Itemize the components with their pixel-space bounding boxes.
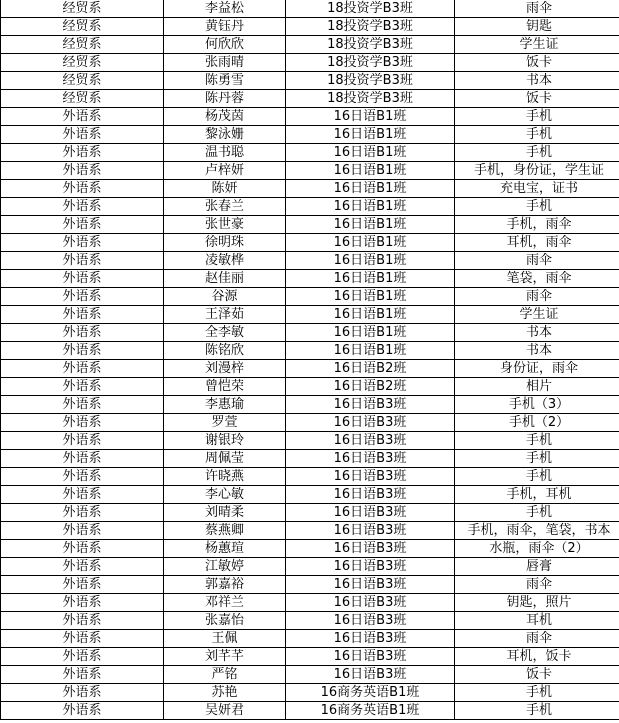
table-row (1, 198, 619, 216)
cell-class[interactable]: 16日语B3班 (286, 594, 455, 612)
cell-student-name[interactable]: 蔡燕卿 (164, 522, 286, 540)
cell-department[interactable]: 外语系 (1, 378, 164, 396)
cell-lost-item[interactable]: 书本 (455, 324, 619, 342)
cell-lost-item[interactable]: 耳机 (455, 612, 619, 630)
cell-department[interactable]: 外语系 (1, 234, 164, 252)
table-row (1, 414, 619, 432)
cell-student-name[interactable]: 李益松 (164, 0, 286, 18)
cell-department[interactable]: 外语系 (1, 342, 164, 360)
cell-class[interactable]: 16日语B3班 (286, 648, 455, 666)
cell-lost-item[interactable]: 充电宝，证书 (455, 180, 619, 198)
cell-department[interactable]: 经贸系 (1, 90, 164, 108)
table-row (1, 522, 619, 540)
cell-class[interactable]: 16日语B3班 (286, 414, 455, 432)
cell-student-name[interactable]: 温书聪 (164, 144, 286, 162)
table-body (1, 0, 619, 720)
cell-department[interactable]: 外语系 (1, 576, 164, 594)
cell-class[interactable]: 16日语B3班 (286, 558, 455, 576)
cell-lost-item[interactable]: 手机 (455, 702, 619, 720)
cell-student-name[interactable]: 黄钰丹 (164, 18, 286, 36)
table-row (1, 216, 619, 234)
table-row (1, 126, 619, 144)
cell-class[interactable]: 16日语B3班 (286, 576, 455, 594)
cell-department[interactable]: 外语系 (1, 630, 164, 648)
cell-lost-item[interactable]: 雨伞 (455, 252, 619, 270)
table-row (1, 72, 619, 90)
cell-student-name[interactable]: 苏艳 (164, 684, 286, 702)
cell-class[interactable]: 16日语B1班 (286, 342, 455, 360)
cell-lost-item[interactable]: 手机，耳机 (455, 486, 619, 504)
cell-department[interactable]: 外语系 (1, 450, 164, 468)
table-row (1, 288, 619, 306)
cell-department[interactable]: 外语系 (1, 486, 164, 504)
cell-department[interactable]: 外语系 (1, 684, 164, 702)
table-row (1, 396, 619, 414)
cell-lost-item[interactable]: 手机 (455, 468, 619, 486)
cell-lost-item[interactable]: 手机 (455, 198, 619, 216)
cell-lost-item[interactable]: 手机，身份证，学生证 (455, 162, 619, 180)
cell-class[interactable]: 16日语B1班 (286, 180, 455, 198)
cell-lost-item[interactable]: 水瓶，雨伞（2） (455, 540, 619, 558)
table-row (1, 144, 619, 162)
cell-class[interactable]: 18投资学B3班 (286, 90, 455, 108)
table-row (1, 18, 619, 36)
cell-lost-item[interactable]: 手机，雨伞，笔袋，书本 (455, 522, 619, 540)
cell-student-name[interactable]: 王佩 (164, 630, 286, 648)
table-row (1, 684, 619, 702)
cell-department[interactable]: 外语系 (1, 216, 164, 234)
cell-student-name[interactable]: 张春兰 (164, 198, 286, 216)
cell-class[interactable]: 16日语B3班 (286, 432, 455, 450)
cell-student-name[interactable]: 陈妍 (164, 180, 286, 198)
cell-department[interactable]: 经贸系 (1, 0, 164, 18)
cell-lost-item[interactable]: 雨伞 (455, 576, 619, 594)
cell-lost-item[interactable]: 身份证，雨伞 (455, 360, 619, 378)
cell-student-name[interactable]: 郭嘉裕 (164, 576, 286, 594)
cell-department[interactable]: 外语系 (1, 180, 164, 198)
cell-student-name[interactable]: 张世豪 (164, 216, 286, 234)
cell-student-name[interactable]: 曾恺荣 (164, 378, 286, 396)
table-row (1, 540, 619, 558)
table-row (1, 306, 619, 324)
cell-department[interactable]: 外语系 (1, 648, 164, 666)
cell-lost-item[interactable]: 雨伞 (455, 0, 619, 18)
cell-lost-item[interactable]: 雨伞 (455, 630, 619, 648)
cell-student-name[interactable]: 李心敏 (164, 486, 286, 504)
cell-lost-item[interactable]: 相片 (455, 378, 619, 396)
cell-class[interactable]: 16日语B1班 (286, 216, 455, 234)
cell-class[interactable]: 16日语B3班 (286, 522, 455, 540)
cell-class[interactable]: 16日语B3班 (286, 630, 455, 648)
cell-department[interactable]: 外语系 (1, 162, 164, 180)
cell-department[interactable]: 外语系 (1, 666, 164, 684)
cell-department[interactable]: 外语系 (1, 288, 164, 306)
cell-student-name[interactable]: 许晓燕 (164, 468, 286, 486)
cell-lost-item[interactable]: 手机 (455, 126, 619, 144)
cell-class[interactable]: 18投资学B3班 (286, 18, 455, 36)
cell-lost-item[interactable]: 手机 (455, 432, 619, 450)
table-row (1, 468, 619, 486)
cell-student-name[interactable]: 陈丹蓉 (164, 90, 286, 108)
cell-department[interactable]: 经贸系 (1, 18, 164, 36)
table-row (1, 648, 619, 666)
cell-class[interactable]: 16日语B2班 (286, 378, 455, 396)
cell-student-name[interactable]: 全李敏 (164, 324, 286, 342)
cell-department[interactable]: 外语系 (1, 396, 164, 414)
cell-lost-item[interactable]: 手机 (455, 684, 619, 702)
cell-student-name[interactable]: 张雨晴 (164, 54, 286, 72)
cell-class[interactable]: 16日语B1班 (286, 198, 455, 216)
cell-student-name[interactable]: 王泽茹 (164, 306, 286, 324)
table-row (1, 450, 619, 468)
cell-student-name[interactable]: 刘漫梓 (164, 360, 286, 378)
cell-department[interactable]: 外语系 (1, 522, 164, 540)
cell-lost-item[interactable]: 手机 (455, 144, 619, 162)
table-row (1, 504, 619, 522)
cell-department[interactable]: 外语系 (1, 540, 164, 558)
cell-student-name[interactable]: 吴妍君 (164, 702, 286, 720)
table-row (1, 162, 619, 180)
table-row (1, 36, 619, 54)
cell-student-name[interactable]: 谢银玲 (164, 432, 286, 450)
cell-department[interactable]: 外语系 (1, 360, 164, 378)
cell-student-name[interactable]: 凌敏桦 (164, 252, 286, 270)
cell-department[interactable]: 外语系 (1, 144, 164, 162)
cell-lost-item[interactable]: 书本 (455, 72, 619, 90)
table-row (1, 630, 619, 648)
cell-class[interactable]: 16日语B2班 (286, 360, 455, 378)
cell-student-name[interactable]: 徐明珠 (164, 234, 286, 252)
cell-lost-item[interactable]: 手机 (455, 450, 619, 468)
cell-department[interactable]: 外语系 (1, 108, 164, 126)
table-row (1, 180, 619, 198)
cell-class[interactable]: 16日语B1班 (286, 252, 455, 270)
cell-student-name[interactable]: 刘芊芊 (164, 648, 286, 666)
cell-class[interactable]: 16日语B1班 (286, 288, 455, 306)
cell-department[interactable]: 外语系 (1, 468, 164, 486)
cell-student-name[interactable]: 陈勇雪 (164, 72, 286, 90)
cell-student-name[interactable]: 邓祥兰 (164, 594, 286, 612)
cell-class[interactable]: 18投资学B3班 (286, 36, 455, 54)
cell-class[interactable]: 16商务英语B1班 (286, 702, 455, 720)
cell-department[interactable]: 外语系 (1, 414, 164, 432)
cell-student-name[interactable]: 陈铭欣 (164, 342, 286, 360)
cell-department[interactable]: 经贸系 (1, 54, 164, 72)
table-row (1, 234, 619, 252)
cell-student-name[interactable]: 黎泳姗 (164, 126, 286, 144)
table-row (1, 594, 619, 612)
cell-student-name[interactable]: 李惠瑜 (164, 396, 286, 414)
table-row (1, 252, 619, 270)
cell-lost-item[interactable]: 雨伞 (455, 288, 619, 306)
cell-class[interactable]: 16日语B3班 (286, 450, 455, 468)
cell-student-name[interactable]: 杨茂茵 (164, 108, 286, 126)
cell-department[interactable]: 外语系 (1, 612, 164, 630)
cell-student-name[interactable]: 周佩莹 (164, 450, 286, 468)
table-row (1, 612, 619, 630)
cell-lost-item[interactable]: 学生证 (455, 306, 619, 324)
cell-class[interactable]: 16日语B1班 (286, 270, 455, 288)
cell-lost-item[interactable]: 耳机，雨伞 (455, 234, 619, 252)
cell-class[interactable]: 16日语B3班 (286, 540, 455, 558)
cell-class[interactable]: 16日语B3班 (286, 612, 455, 630)
cell-class[interactable]: 16商务英语B1班 (286, 684, 455, 702)
cell-class[interactable]: 18投资学B3班 (286, 54, 455, 72)
table-row (1, 666, 619, 684)
cell-department[interactable]: 外语系 (1, 432, 164, 450)
cell-department[interactable]: 外语系 (1, 324, 164, 342)
cell-lost-item[interactable]: 耳机，饭卡 (455, 648, 619, 666)
cell-class[interactable]: 16日语B1班 (286, 324, 455, 342)
cell-department[interactable]: 经贸系 (1, 72, 164, 90)
table-row (1, 702, 619, 720)
cell-student-name[interactable]: 严铭 (164, 666, 286, 684)
cell-class[interactable]: 16日语B1班 (286, 108, 455, 126)
cell-student-name[interactable]: 江敏婷 (164, 558, 286, 576)
table-row (1, 378, 619, 396)
cell-lost-item[interactable]: 饭卡 (455, 666, 619, 684)
cell-class[interactable]: 18投资学B3班 (286, 0, 455, 18)
cell-class[interactable]: 18投资学B3班 (286, 72, 455, 90)
cell-department[interactable]: 外语系 (1, 198, 164, 216)
cell-department[interactable]: 外语系 (1, 306, 164, 324)
cell-department[interactable]: 外语系 (1, 126, 164, 144)
cell-lost-item[interactable]: 学生证 (455, 36, 619, 54)
cell-class[interactable]: 16日语B3班 (286, 666, 455, 684)
cell-department[interactable]: 外语系 (1, 558, 164, 576)
cell-lost-item[interactable]: 钥匙 (455, 18, 619, 36)
cell-class[interactable]: 16日语B1班 (286, 306, 455, 324)
cell-class[interactable]: 16日语B1班 (286, 162, 455, 180)
cell-lost-item[interactable]: 饭卡 (455, 90, 619, 108)
cell-class[interactable]: 16日语B1班 (286, 234, 455, 252)
cell-student-name[interactable]: 卢梓妍 (164, 162, 286, 180)
cell-lost-item[interactable]: 手机（3） (455, 396, 619, 414)
cell-department[interactable]: 外语系 (1, 504, 164, 522)
table-row (1, 432, 619, 450)
table-row (1, 270, 619, 288)
cell-class[interactable]: 16日语B1班 (286, 126, 455, 144)
cell-lost-item[interactable]: 手机，雨伞 (455, 216, 619, 234)
cell-student-name[interactable]: 谷源 (164, 288, 286, 306)
cell-student-name[interactable]: 赵佳丽 (164, 270, 286, 288)
table-row (1, 342, 619, 360)
cell-lost-item[interactable]: 钥匙，照片 (455, 594, 619, 612)
cell-lost-item[interactable]: 唇膏 (455, 558, 619, 576)
table-row (1, 558, 619, 576)
cell-class[interactable]: 16日语B3班 (286, 486, 455, 504)
table-row (1, 0, 619, 18)
cell-student-name[interactable]: 杨蕙瑄 (164, 540, 286, 558)
cell-student-name[interactable]: 罗萱 (164, 414, 286, 432)
table-row (1, 54, 619, 72)
cell-class[interactable]: 16日语B3班 (286, 468, 455, 486)
table-row (1, 576, 619, 594)
cell-student-name[interactable]: 刘晴柔 (164, 504, 286, 522)
cell-department[interactable]: 外语系 (1, 702, 164, 720)
cell-lost-item[interactable]: 书本 (455, 342, 619, 360)
cell-class[interactable]: 16日语B3班 (286, 396, 455, 414)
table-row (1, 108, 619, 126)
cell-lost-item[interactable]: 笔袋，雨伞 (455, 270, 619, 288)
cell-department[interactable]: 外语系 (1, 252, 164, 270)
cell-class[interactable]: 16日语B3班 (286, 504, 455, 522)
cell-department[interactable]: 外语系 (1, 594, 164, 612)
table-row (1, 90, 619, 108)
table-row (1, 486, 619, 504)
cell-student-name[interactable]: 何欣欣 (164, 36, 286, 54)
cell-lost-item[interactable]: 饭卡 (455, 54, 619, 72)
table-row (1, 360, 619, 378)
cell-department[interactable]: 外语系 (1, 270, 164, 288)
table-row (1, 324, 619, 342)
cell-class[interactable]: 16日语B1班 (286, 144, 455, 162)
cell-lost-item[interactable]: 手机 (455, 504, 619, 522)
cell-lost-item[interactable]: 手机（2） (455, 414, 619, 432)
cell-lost-item[interactable]: 手机 (455, 108, 619, 126)
cell-department[interactable]: 经贸系 (1, 36, 164, 54)
cell-student-name[interactable]: 张嘉怡 (164, 612, 286, 630)
